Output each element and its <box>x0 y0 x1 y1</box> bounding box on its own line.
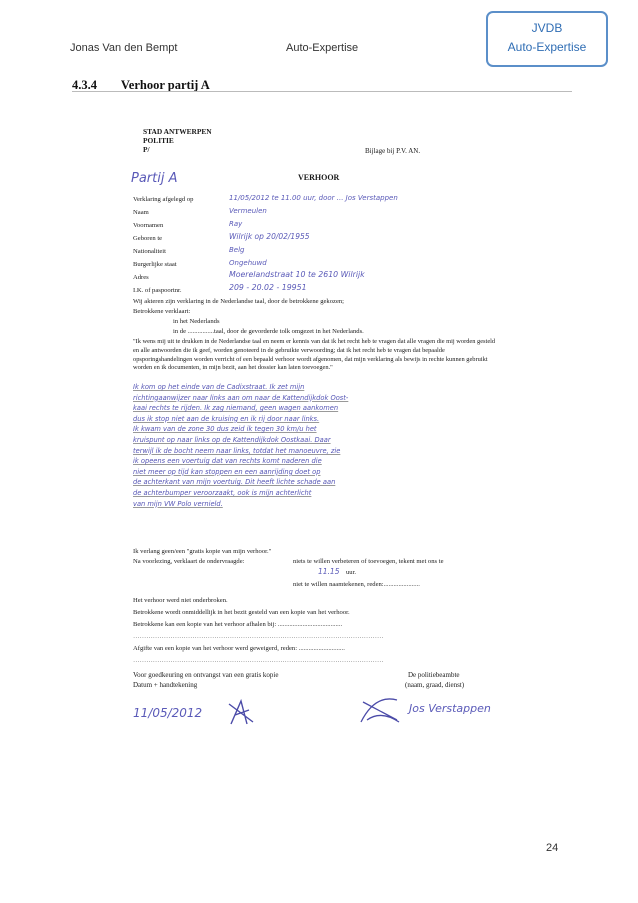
signature-a-graphic <box>227 698 257 728</box>
field-value: 11/05/2012 te 11.00 uur, door ... Jos Verstappen <box>229 194 398 202</box>
doc-copy-request: Ik verlang geen/een "gratis kopie van mijn verhoor." <box>133 548 272 555</box>
doc-title: VERHOOR <box>298 173 340 182</box>
doc-in-nl: in het Nederlands <box>173 318 220 325</box>
doc-pv: P/ <box>143 145 150 154</box>
statement-line: Ik kwam van de zone 30 dus zeid ik tegen 30 km/u het <box>133 425 317 434</box>
field-label: Adres <box>133 274 149 281</box>
field-label: Voornamen <box>133 222 164 229</box>
field-value: Ray <box>229 220 243 228</box>
field-label: Verklaring afgelegd op <box>133 196 194 203</box>
field-label: Nationaliteit <box>133 248 166 255</box>
doc-betrokkene: Betrokkene verklaart: <box>133 308 191 315</box>
doc-reading-uur: uur. <box>346 569 357 576</box>
field-value: Vermeulen <box>229 207 267 215</box>
statement-line: terwijl ik de bocht neem naar links, totdat het manoeuvre, zie <box>133 446 341 455</box>
header-author: Jonas Van den Bempt <box>70 42 178 54</box>
statement-line: dus ik stop niet aan de kruising en ik rij door naar links. <box>133 414 320 423</box>
logo-line-1: JVDB <box>531 21 563 35</box>
page-number: 24 <box>546 842 559 854</box>
doc-dotted-line: …………………………………………………………………………………………………… <box>133 657 384 664</box>
doc-statement <box>133 382 493 509</box>
field-value: Moerelandstraat 10 te 2610 Wilrijk <box>229 270 365 279</box>
doc-datum: Datum + handtekening <box>133 681 198 689</box>
statement-line: kaai rechts te rijden. Ik zag niemand, geen wagen aankomen <box>133 404 339 413</box>
doc-language-line: Wij akteren zijn verklaring in de Nederlandse taal, door de betrokkene gekozen; <box>133 298 345 305</box>
statement-line: de achterbumper veroorzaakt, ook is mijn achterlicht <box>133 488 312 497</box>
doc-reading-time: 11.15 <box>318 567 340 576</box>
field-value: Wilrijk op 20/02/1955 <box>229 232 310 241</box>
doc-rights-text: "Ik wens mij uit te drukken in de Nederlandse taal en neem er kennis van dat ik het recht heb te vragen dat alle vragen die mij worden gesteld en alle antwoorden die ik geef, worden genoteerd in de gebruikte verwoording; dat ik het recht heb te vragen dat bepaalde opsporingshandelingen worden verricht of een bepaald verhoor wordt afgenomen, dat mijn verklaring als bewijs in rechte kunnen gebruikt worden en ik documenten, in mijn bezit, aan het dossier kan laten toevoegen." <box>133 338 496 372</box>
field-label: Naam <box>133 209 149 216</box>
statement-line: niet meer op tijd kan stoppen en een aanrijding doet op <box>133 467 321 476</box>
doc-org-1: STAD ANTWERPEN <box>143 127 212 136</box>
doc-not-interrupted: Het verhoor werd niet onderbroken. <box>133 597 228 604</box>
doc-party-handwritten: Partij A <box>131 171 178 186</box>
statement-line: van mijn VW Polo vernield. <box>133 499 223 508</box>
doc-reading-opt1: niets te willen verbeteren of toevoegen, tekent met ons te <box>293 558 444 565</box>
scan-top-edge <box>72 91 572 92</box>
doc-officer: De politiebeambte <box>408 671 460 679</box>
doc-officer-sign: Jos Verstappen <box>409 702 491 715</box>
header-title: Auto-Expertise <box>286 42 359 54</box>
statement-line: Ik kom op het einde van de Cadixstraat. Ik zet mijn <box>133 383 305 391</box>
doc-sign-date: 11/05/2012 <box>133 706 203 720</box>
logo-line-2: Auto-Expertise <box>507 40 587 54</box>
doc-reading-opt2: niet te willen naamtekenen, reden:...................... <box>293 581 420 588</box>
doc-in-de: in de ................taal, door de gevorderde tolk omgezet in het Nederlands. <box>173 328 364 335</box>
doc-option-3: Afgifte van een kopie van het verhoor werd geweigerd, reden: ............................ <box>133 645 345 652</box>
doc-option-1: Betrokkene wordt onmiddellijk in het bezit gesteld van een kopie van het verhoor. <box>133 609 350 616</box>
doc-officer-sub: (naam, graad, dienst) <box>405 681 465 689</box>
field-value: 209 - 20.02 - 19951 <box>229 283 307 292</box>
doc-approval: Voor goedkeuring en ontvangst van een gratis kopie <box>133 671 279 679</box>
field-label: I.K. of paspoortnr. <box>133 287 182 294</box>
statement-line: richtingaanwijzer naar links aan om naar de Kattendijkdok Oost- <box>133 393 349 402</box>
statement-line: de achterkant van mijn voertuig. Dit heeft lichte schade aan <box>133 478 336 487</box>
doc-bijlage: Bijlage bij P.V. AN. <box>365 147 421 155</box>
doc-dotted-line: …………………………………………………………………………………………………… <box>133 633 384 640</box>
field-label: Geboren te <box>133 235 163 242</box>
statement-line: kruispunt op naar links op de Kattendijkdok Oostkaai. Daar <box>133 435 331 444</box>
field-value: Ongehuwd <box>229 259 267 267</box>
doc-option-2: Betrokkene kan een kopie van het verhoor afhalen bij: ....................................... <box>133 621 343 628</box>
section-number: 4.3.4 <box>72 78 97 92</box>
section-title: Verhoor partij A <box>120 78 210 92</box>
doc-org-2: POLITIE <box>143 136 174 145</box>
statement-line: ik opeens een voertuig dat van rechts komt naderen die <box>133 457 322 466</box>
company-logo <box>486 11 608 67</box>
doc-reading: Na voorlezing, verklaart de ondervraagde: <box>133 558 245 565</box>
field-label: Burgerlijke staat <box>133 261 177 268</box>
signature-officer-graphic <box>357 692 403 728</box>
field-value: Belg <box>229 246 245 254</box>
